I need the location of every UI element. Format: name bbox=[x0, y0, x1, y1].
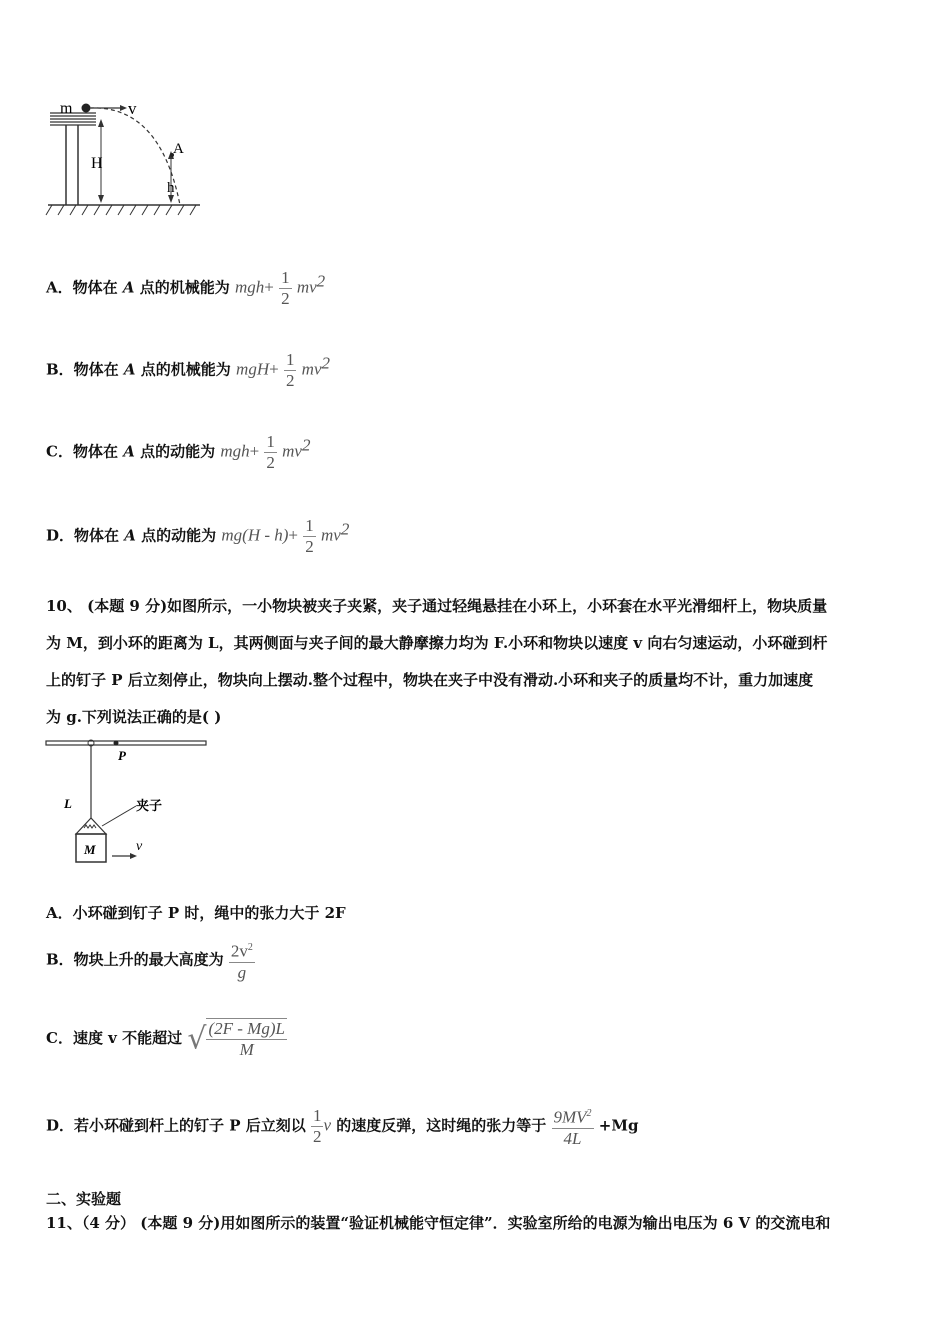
fraction: $\frac{9MV^2}{4L}$ bbox=[552, 1104, 594, 1149]
label-M: M bbox=[84, 842, 96, 857]
q9-option-b: B．物体在 A 点的机械能为 mgH+ $\frac{1}{2}$ $mv^2$ bbox=[46, 350, 330, 390]
q10-option-d: D．若小环碰到杆上的钉子 P 后立刻以 $\frac{1}{2}$ v 的速度反弹，这时绳的张力等于 $\frac{9MV^2}{4L}$ +Mg bbox=[46, 1105, 639, 1148]
fraction: $\frac{(2F - Mg)L}{M}$ bbox=[208, 1019, 285, 1059]
label-H: H bbox=[91, 155, 103, 172]
fraction: $\frac{1}{2}$ bbox=[266, 432, 275, 472]
label-v: v bbox=[128, 99, 137, 118]
fraction: $\frac{1}{2}$ bbox=[305, 516, 314, 556]
q10-option-b: B．物块上升的最大高度为 $\frac{2v^2}{g}$ bbox=[46, 938, 255, 983]
q10-option-c: C．速度 v 不能超过 √ $\frac{(2F - Mg)L}{M}$ bbox=[46, 1019, 285, 1059]
q10-line-2: 为 M，到小环的距离为 L，其两侧面与夹子间的最大静摩擦力均为 F.小环和物块以速度 v 向右匀速运动，小环碰到杆 bbox=[46, 634, 828, 652]
label-clip: 夹子 bbox=[136, 799, 163, 814]
fraction: $\frac{1}{2}$ bbox=[281, 268, 290, 308]
q9-option-c: C．物体在 A 点的动能为 mgh+ $\frac{1}{2}$ $mv^2$ bbox=[46, 432, 311, 472]
q9-option-a: A．物体在 A 点的机械能为 mgh+ $\frac{1}{2}$ $mv^2$ bbox=[46, 268, 326, 308]
label-P: P bbox=[118, 748, 126, 763]
q11-stem: 11、（4 分） (本题 9 分)用如图所示的装置“验证机械能守恒定律”．实验室所给的电源为输出电压为 6 V 的交流电和 bbox=[46, 1214, 831, 1232]
fraction: $\frac{1}{2}$ bbox=[312, 1105, 322, 1146]
q10-line-1: 10、 (本题 9 分)如图所示，一小物块被夹子夹紧，夹子通过轻绳悬挂在小环上，小环套在水平光滑细杆上，物块质量 bbox=[46, 597, 828, 615]
fraction: $\frac{1}{2}$ bbox=[285, 350, 295, 390]
q9-option-d: D．物体在 A 点的动能为 mg(H - h)+ $\frac{1}{2}$ $mv^2$ bbox=[46, 516, 350, 556]
q10-option-a: A．小环碰到钉子 P 时，绳中的张力大于 2F bbox=[46, 904, 346, 922]
label-v2: v bbox=[136, 839, 143, 854]
label-A: A bbox=[173, 141, 184, 157]
label-m: m bbox=[60, 100, 73, 117]
label-h: h bbox=[167, 180, 175, 196]
section-title: 二、实验题 bbox=[46, 1190, 122, 1208]
q10-line-3: 上的钉子 P 后立刻停止，物块向上摆动.整个过程中，物块在夹子中没有滑动.小环和夹子的质量均不计，重力加速度 bbox=[46, 671, 814, 689]
q10-line-4: 为 g.下列说法正确的是( ) bbox=[46, 708, 222, 726]
figure-clip-block bbox=[44, 736, 214, 872]
fraction: $\frac{2v^2}{g}$ bbox=[229, 938, 255, 983]
q10-stem bbox=[46, 588, 906, 736]
figure-projectile bbox=[40, 95, 210, 225]
label-L: L bbox=[64, 796, 72, 811]
